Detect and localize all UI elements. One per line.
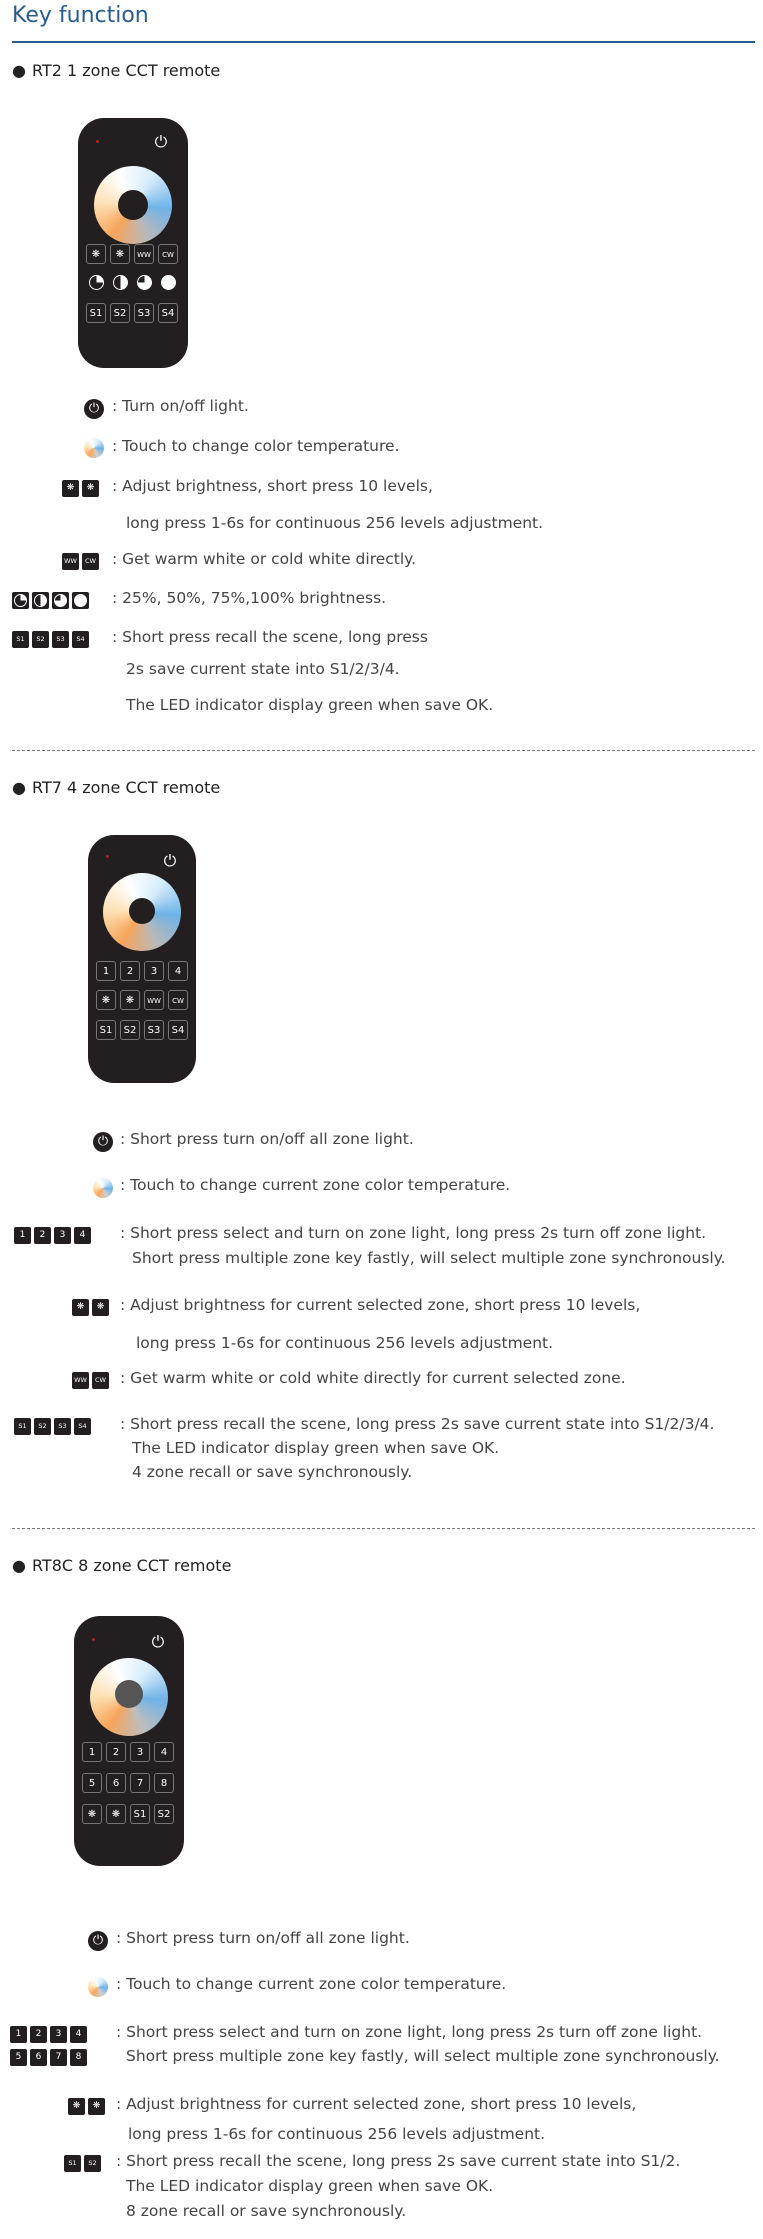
legend-zones: : Short press select and turn on zone light, long press 2s turn off zone light. xyxy=(116,2023,703,2041)
scene-s4-button[interactable]: S4 xyxy=(168,1020,188,1040)
zone-7-button[interactable]: 7 xyxy=(130,1773,150,1793)
legend-zones-2: Short press multiple zone key fastly, will select multiple zone synchronously. xyxy=(126,2047,720,2065)
power-icon: ⏻ xyxy=(88,1930,108,1951)
legend-scenes-2: The LED indicator display green when save OK. xyxy=(126,2177,494,2195)
scene-s4-button[interactable]: S4 xyxy=(158,303,178,323)
title-underline xyxy=(12,41,755,43)
legend-brightness: : Adjust brightness for current selected zone, short press 10 levels, xyxy=(116,2095,637,2113)
legend-power: : Short press turn on/off all zone light. xyxy=(120,1130,414,1148)
color-wheel[interactable] xyxy=(94,166,172,244)
power-icon: ⏻ xyxy=(93,1131,113,1152)
section-divider xyxy=(12,1528,755,1529)
zone-icons: 1 2 3 4 xyxy=(10,2024,90,2043)
zone-4-button[interactable]: 4 xyxy=(154,1742,174,1762)
zone-6-button[interactable]: 6 xyxy=(106,1773,126,1793)
section-divider xyxy=(12,750,755,751)
legend-wheel: : Touch to change current zone color temperature. xyxy=(116,1975,507,1993)
power-icon[interactable]: ⏻ xyxy=(151,1632,165,1651)
color-wheel-icon xyxy=(88,1976,108,1997)
scene-icons: S1 S2 S3 S4 xyxy=(14,1416,94,1435)
brightness-100-button[interactable] xyxy=(158,272,178,292)
scene-s3-button[interactable]: S3 xyxy=(134,303,154,323)
color-wheel[interactable] xyxy=(103,873,181,951)
sun-brightness-icon: ❋ ❋ xyxy=(68,2096,108,2115)
section-title-rt2: ● RT2 1 zone CCT remote xyxy=(12,61,221,80)
legend-scenes-2: 2s save current state into S1/2/3/4. xyxy=(126,660,400,678)
cw-button[interactable]: CW xyxy=(158,244,178,264)
legend-wheel: : Touch to change current zone color temperature. xyxy=(120,1176,511,1194)
zone-2-button[interactable]: 2 xyxy=(120,961,140,981)
legend-scenes-2: The LED indicator display green when save OK. xyxy=(132,1439,500,1457)
led-indicator xyxy=(106,855,109,858)
zone-5-button[interactable]: 5 xyxy=(82,1773,102,1793)
legend-scenes-3: The LED indicator display green when save OK. xyxy=(126,696,494,714)
legend-brightness-2: long press 1-6s for continuous 256 levels adjustment. xyxy=(136,1334,554,1352)
brightness-down-button[interactable]: ❋ xyxy=(82,1804,102,1824)
legend-scenes-3: 8 zone recall or save synchronously. xyxy=(126,2202,407,2220)
ww-button[interactable]: WW xyxy=(144,990,164,1010)
scene-s2-button[interactable]: S2 xyxy=(120,1020,140,1040)
legend-scenes-3: 4 zone recall or save synchronously. xyxy=(132,1463,413,1481)
remote-rt8c xyxy=(74,1616,184,1866)
legend-power: : Turn on/off light. xyxy=(112,397,249,415)
legend-brightness: : Adjust brightness, short press 10 levels, xyxy=(112,477,433,495)
legend-brightness-2: long press 1-6s for continuous 256 levels adjustment. xyxy=(128,2125,546,2143)
section-title-rt7: ● RT7 4 zone CCT remote xyxy=(12,778,221,797)
zone-1-button[interactable]: 1 xyxy=(96,961,116,981)
cw-button[interactable]: CW xyxy=(168,990,188,1010)
zone-3-button[interactable]: 3 xyxy=(130,1742,150,1762)
led-indicator xyxy=(96,140,99,143)
legend-wwcw: : Get warm white or cold white directly. xyxy=(112,550,417,568)
zone-4-button[interactable]: 4 xyxy=(168,961,188,981)
scene-s2-button[interactable]: S2 xyxy=(110,303,130,323)
zone-1-button[interactable]: 1 xyxy=(82,1742,102,1762)
ww-cw-icons: WW CW xyxy=(72,1370,112,1389)
zone-2-button[interactable]: 2 xyxy=(106,1742,126,1762)
scene-icons: S1 S2 xyxy=(64,2153,104,2172)
legend-brightness: : Adjust brightness for current selected zone, short press 10 levels, xyxy=(120,1296,641,1314)
color-wheel-icon xyxy=(93,1177,113,1198)
brightness-up-button[interactable]: ❋ xyxy=(110,244,130,264)
zone-icons: 5 6 7 8 xyxy=(10,2047,90,2066)
brightness-up-button[interactable]: ❋ xyxy=(106,1804,126,1824)
page-title: Key function xyxy=(12,3,149,28)
legend-scenes: : Short press recall the scene, long press 2s save current state into S1/2/3/4. xyxy=(120,1415,715,1433)
legend-wheel: : Touch to change color temperature. xyxy=(112,437,400,455)
power-icon[interactable]: ⏻ xyxy=(154,132,168,151)
scene-s1-button[interactable]: S1 xyxy=(130,1804,150,1824)
brightness-50-button[interactable] xyxy=(110,272,130,292)
remote-rt2 xyxy=(78,118,188,368)
scene-s1-button[interactable]: S1 xyxy=(96,1020,116,1040)
legend-zones: : Short press select and turn on zone light, long press 2s turn off zone light. xyxy=(120,1224,707,1242)
brightness-up-button[interactable]: ❋ xyxy=(120,990,140,1010)
brightness-down-button[interactable]: ❋ xyxy=(86,244,106,264)
zone-3-button[interactable]: 3 xyxy=(144,961,164,981)
scene-s2-button[interactable]: S2 xyxy=(154,1804,174,1824)
legend-scenes: : Short press recall the scene, long press xyxy=(112,628,428,646)
zone-8-button[interactable]: 8 xyxy=(154,1773,174,1793)
power-icon[interactable]: ⏻ xyxy=(163,851,177,870)
zone-icons: 1 2 3 4 xyxy=(14,1225,94,1244)
brightness-75-button[interactable] xyxy=(134,272,154,292)
brightness-pie-icon xyxy=(12,590,92,609)
legend-pies: : 25%, 50%, 75%,100% brightness. xyxy=(112,589,387,607)
legend-scenes: : Short press recall the scene, long press 2s save current state into S1/2. xyxy=(116,2152,681,2170)
section-title-rt8c: ● RT8C 8 zone CCT remote xyxy=(12,1556,232,1575)
sun-brightness-icon: ❋ ❋ xyxy=(72,1297,112,1316)
legend-zones-2: Short press multiple zone key fastly, will select multiple zone synchronously. xyxy=(132,1249,726,1267)
color-wheel[interactable] xyxy=(90,1658,168,1736)
scene-icons: S1 S2 S3 S4 xyxy=(12,629,92,648)
legend-brightness-2: long press 1-6s for continuous 256 levels adjustment. xyxy=(126,514,544,532)
power-icon: ⏻ xyxy=(84,398,104,419)
brightness-down-button[interactable]: ❋ xyxy=(96,990,116,1010)
ww-cw-icons: WW CW xyxy=(62,551,102,570)
brightness-25-button[interactable] xyxy=(86,272,106,292)
remote-rt7 xyxy=(88,835,196,1083)
sun-brightness-icon: ❋ ❋ xyxy=(62,478,102,497)
scene-s1-button[interactable]: S1 xyxy=(86,303,106,323)
legend-power: : Short press turn on/off all zone light. xyxy=(116,1929,410,1947)
scene-s3-button[interactable]: S3 xyxy=(144,1020,164,1040)
color-wheel-icon xyxy=(84,437,104,458)
led-indicator xyxy=(92,1638,95,1641)
ww-button[interactable]: WW xyxy=(134,244,154,264)
legend-wwcw: : Get warm white or cold white directly for current selected zone. xyxy=(120,1369,626,1387)
